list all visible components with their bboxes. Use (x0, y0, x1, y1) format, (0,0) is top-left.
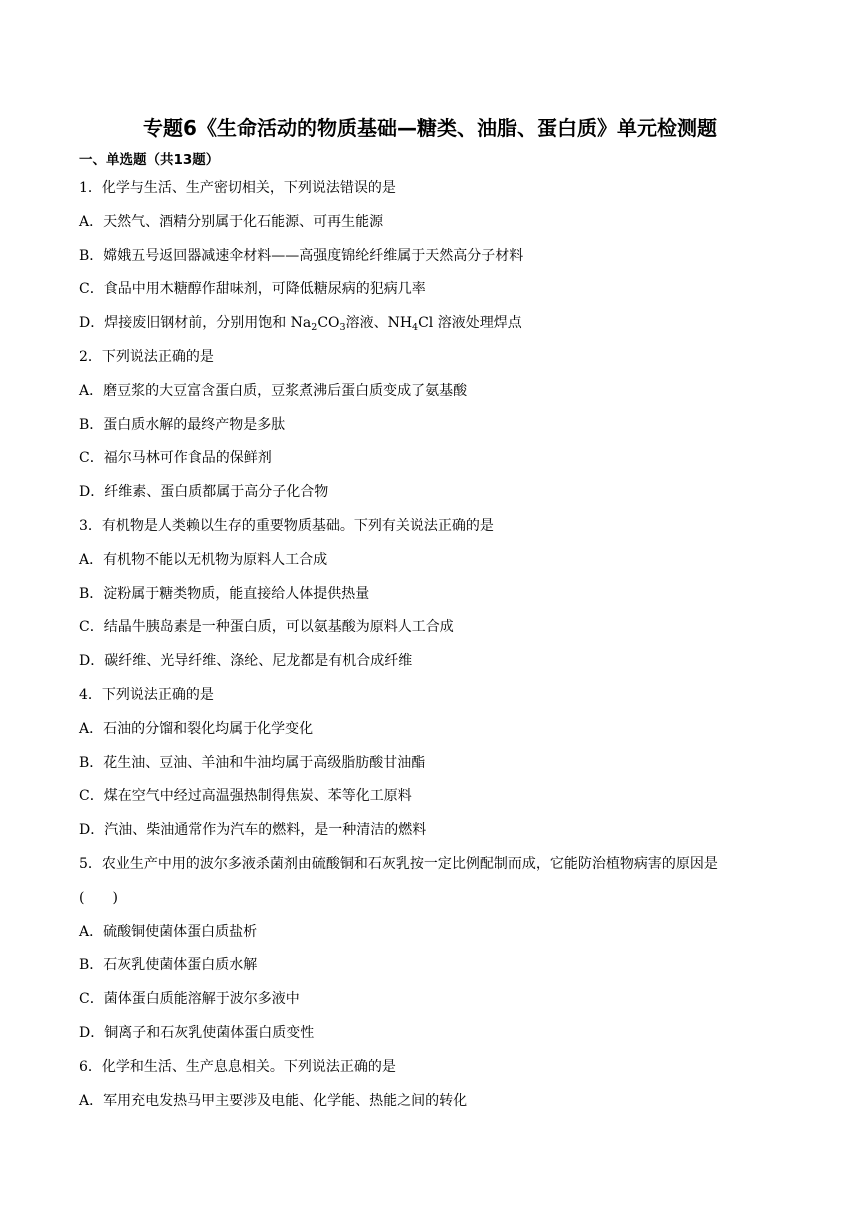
subscript: 2 (311, 322, 318, 334)
line-text: 溶液、NH (345, 315, 413, 332)
answer-option (79, 212, 383, 232)
answer-option (79, 279, 426, 299)
answer-option (79, 820, 426, 840)
answer-option (79, 922, 257, 942)
line-text: 3．有机物是人类赖以生存的重要物质基础。下列有关说法正确的是 (79, 518, 494, 534)
line-text: A．有机物不能以无机物为原料人工合成 (79, 551, 328, 568)
question-stem (79, 1057, 396, 1077)
text-line (79, 888, 118, 908)
line-text: A．天然气、酒精分别属于化石能源、可再生能源 (79, 213, 384, 230)
section-heading: 一、单选题（共13题） (79, 152, 220, 168)
answer-option (79, 1023, 314, 1043)
answer-option (79, 246, 523, 266)
question-stem (79, 347, 214, 367)
answer-option (79, 617, 454, 637)
line-text: 6．化学和生活、生产息息相关。下列说法正确的是 (79, 1058, 396, 1075)
line-text: D．焊接废旧钢材前，分别用饱和 Na (79, 315, 312, 332)
line-text: D．纤维素、蛋白质都属于高分子化合物 (79, 484, 329, 501)
line-text: C．菌体蛋白质能溶解于波尔多液中 (79, 991, 300, 1008)
line-text: B．蛋白质水解的最终产物是多肽 (79, 416, 286, 433)
line-text: A．硫酸铜使菌体蛋白质盐析 (79, 923, 258, 940)
answer-option (79, 550, 327, 570)
question-stem (79, 685, 214, 705)
line-text: C．食品中用木糖醇作甜味剂，可降低糖尿病的犯病几率 (79, 281, 426, 298)
line-text: ( ) (79, 889, 118, 906)
line-text: A．石油的分馏和裂化均属于化学变化 (79, 720, 314, 737)
answer-option (79, 786, 412, 806)
line-text: 1．化学与生活、生产密切相关，下列说法错误的是 (79, 180, 396, 196)
line-text: D．汽油、柴油通常作为汽车的燃料，是一种清洁的燃料 (79, 822, 427, 839)
line-text: B．嫦娥五号返回器减速伞材料——高强度锦纶纤维属于天然高分子材料 (79, 247, 524, 264)
line-text: C．煤在空气中经过高温强热制得焦炭、苯等化工原料 (79, 788, 412, 805)
answer-option (79, 753, 425, 773)
line-text: 4．下列说法正确的是 (79, 687, 214, 703)
answer-option (79, 482, 328, 502)
line-text: B．石灰乳使菌体蛋白质水解 (79, 957, 258, 974)
line-text: C．结晶牛胰岛素是一种蛋白质，可以氨基酸为原料人工合成 (79, 619, 454, 636)
document-title: 专题6《生命活动的物质基础—糖类、油脂、蛋白质》单元检测题 (143, 116, 717, 140)
line-text: A．磨豆浆的大豆富含蛋白质，豆浆煮沸后蛋白质变成了氨基酸 (79, 382, 468, 399)
line-text: D．铜离子和石灰乳使菌体蛋白质变性 (79, 1025, 315, 1041)
line-text: 5．农业生产中用的波尔多液杀菌剂由硫酸铜和石灰乳按一定比例配制而成，它能防治植物病害的原因是 (79, 856, 718, 872)
answer-option (79, 584, 369, 604)
line-text: C．福尔马林可作食品的保鲜剂 (79, 450, 272, 467)
subscript: 4 (412, 322, 419, 334)
line-text: B．花生油、豆油、羊油和牛油均属于高级脂肪酸甘油酯 (79, 754, 426, 771)
answer-option (79, 989, 300, 1009)
answer-option (79, 1091, 467, 1111)
question-stem (79, 854, 718, 874)
line-text: A．军用充电发热马甲主要涉及电能、化学能、热能之间的转化 (79, 1092, 468, 1109)
answer-option (79, 448, 272, 468)
answer-option (79, 651, 412, 671)
question-stem (79, 516, 494, 536)
line-text: Cl 溶液处理焊点 (418, 315, 522, 332)
line-text: B．淀粉属于糖类物质，能直接给人体提供热量 (79, 585, 370, 602)
answer-option (79, 415, 285, 435)
subscript: 3 (339, 322, 346, 334)
answer-option (79, 955, 257, 975)
question-stem (79, 178, 396, 198)
line-text: CO (317, 315, 340, 332)
answer-option (79, 719, 313, 739)
answer-option (79, 381, 467, 401)
answer-option (79, 313, 522, 333)
line-text: 2．下列说法正确的是 (79, 349, 214, 365)
line-text: D．碳纤维、光导纤维、涤纶、尼龙都是有机合成纤维 (79, 653, 413, 670)
